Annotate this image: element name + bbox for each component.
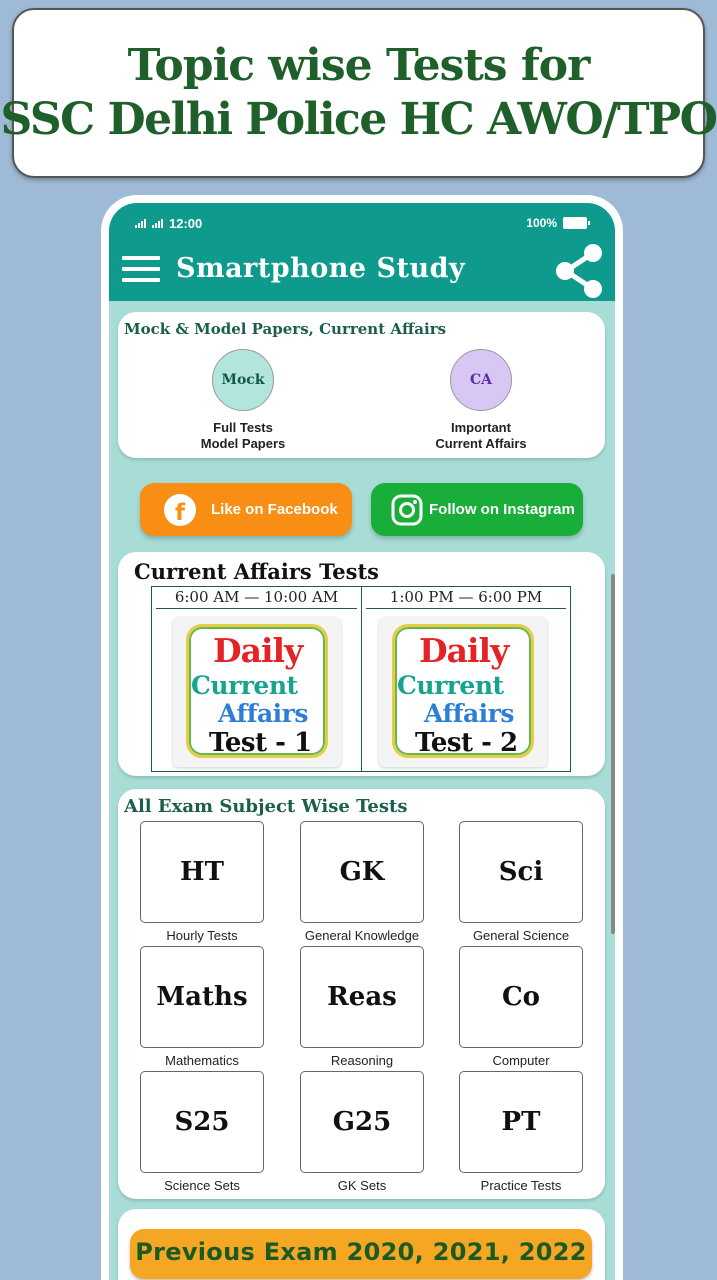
ca-label-line1: Important [451,420,511,435]
mock-label-line1: Full Tests [213,420,273,435]
banner-line-1: Topic wise Tests for [127,40,590,92]
instagram-label: Follow on Instagram [429,501,575,518]
daily-test-1-badge [186,624,328,758]
slot-2-time: 1:00 PM — 6:00 PM [366,587,566,609]
table-divider [361,587,362,771]
app-bar [109,203,615,301]
current-affairs-title: Current Affairs Tests [134,559,379,584]
subject-label: Science Sets [164,1178,240,1193]
status-time: 12:00 [169,216,203,231]
daily-word: Daily [213,631,303,670]
subject-tile-hourly-tests[interactable]: HT [140,821,264,923]
subject-tests-card [118,789,605,1199]
subject-label: Hourly Tests [166,928,238,943]
subject-tests-title: All Exam Subject Wise Tests [124,796,408,817]
status-bar-left [135,216,202,231]
status-bar-right [526,216,587,230]
subject-tile-gk-sets[interactable]: G25 [300,1071,424,1173]
ca-label-line2: Current Affairs [435,436,527,451]
promo-banner [0,8,717,178]
mock-label[interactable] [158,420,328,452]
app-title: Smartphone Study [176,253,466,284]
daily-word: Daily [419,631,509,670]
previous-exam-card [118,1209,605,1280]
daily-test-2-badge [392,624,534,758]
subject-label: Mathematics [165,1053,239,1068]
battery-icon [563,217,587,229]
mock-label-line2: Model Papers [200,436,286,451]
subject-tile-general-knowledge[interactable]: GK [300,821,424,923]
subject-tile-mathematics[interactable]: Maths [140,946,264,1048]
hamburger-menu-icon[interactable] [122,256,160,282]
current-affairs-label[interactable] [396,420,566,452]
current-affairs-table [151,586,571,772]
affairs-word: Affairs [424,699,514,728]
banner-line-2: SSC Delhi Police HC AWO/TPO [0,94,717,145]
signal-icon [135,219,146,228]
subject-label: Computer [492,1053,550,1068]
affairs-word: Affairs [218,699,308,728]
subject-tile-science-sets[interactable]: S25 [140,1071,264,1173]
current-word: Current [397,671,504,700]
facebook-icon: f [164,494,196,526]
subject-label: General Knowledge [304,928,420,943]
slot-1-time: 6:00 AM — 10:00 AM [156,587,357,609]
scrollbar[interactable] [611,574,615,934]
mock-button[interactable]: Mock [212,349,274,411]
phone-frame [101,195,623,1280]
facebook-label: Like on Facebook [211,501,338,518]
mock-papers-card [118,312,605,458]
facebook-button[interactable] [140,483,352,536]
current-word: Current [191,671,298,700]
instagram-button[interactable] [371,483,583,536]
subject-tile-practice-tests[interactable]: PT [459,1071,583,1173]
mock-card-title: Mock & Model Papers, Current Affairs [124,320,447,338]
share-icon[interactable] [551,242,609,300]
subject-tile-general-science[interactable]: Sci [459,821,583,923]
subject-label: General Science [472,928,570,943]
phone-screen [109,203,615,1280]
subject-label: Practice Tests [480,1178,562,1193]
previous-exam-button[interactable]: Previous Exam 2020, 2021, 2022 [130,1229,592,1279]
signal-icon-2 [152,219,163,228]
subject-tile-reasoning[interactable]: Reas [300,946,424,1048]
subject-label: GK Sets [337,1178,387,1193]
current-affairs-button[interactable]: CA [450,349,512,411]
subject-label: Reasoning [330,1053,394,1068]
battery-percent: 100% [526,216,557,230]
daily-test-2-button[interactable] [379,617,547,767]
instagram-icon [391,494,423,526]
daily-test-1-button[interactable] [173,617,341,767]
test-number: Test - 1 [209,728,312,758]
test-number: Test - 2 [415,728,518,758]
subject-tile-computer[interactable]: Co [459,946,583,1048]
current-affairs-card [118,552,605,776]
